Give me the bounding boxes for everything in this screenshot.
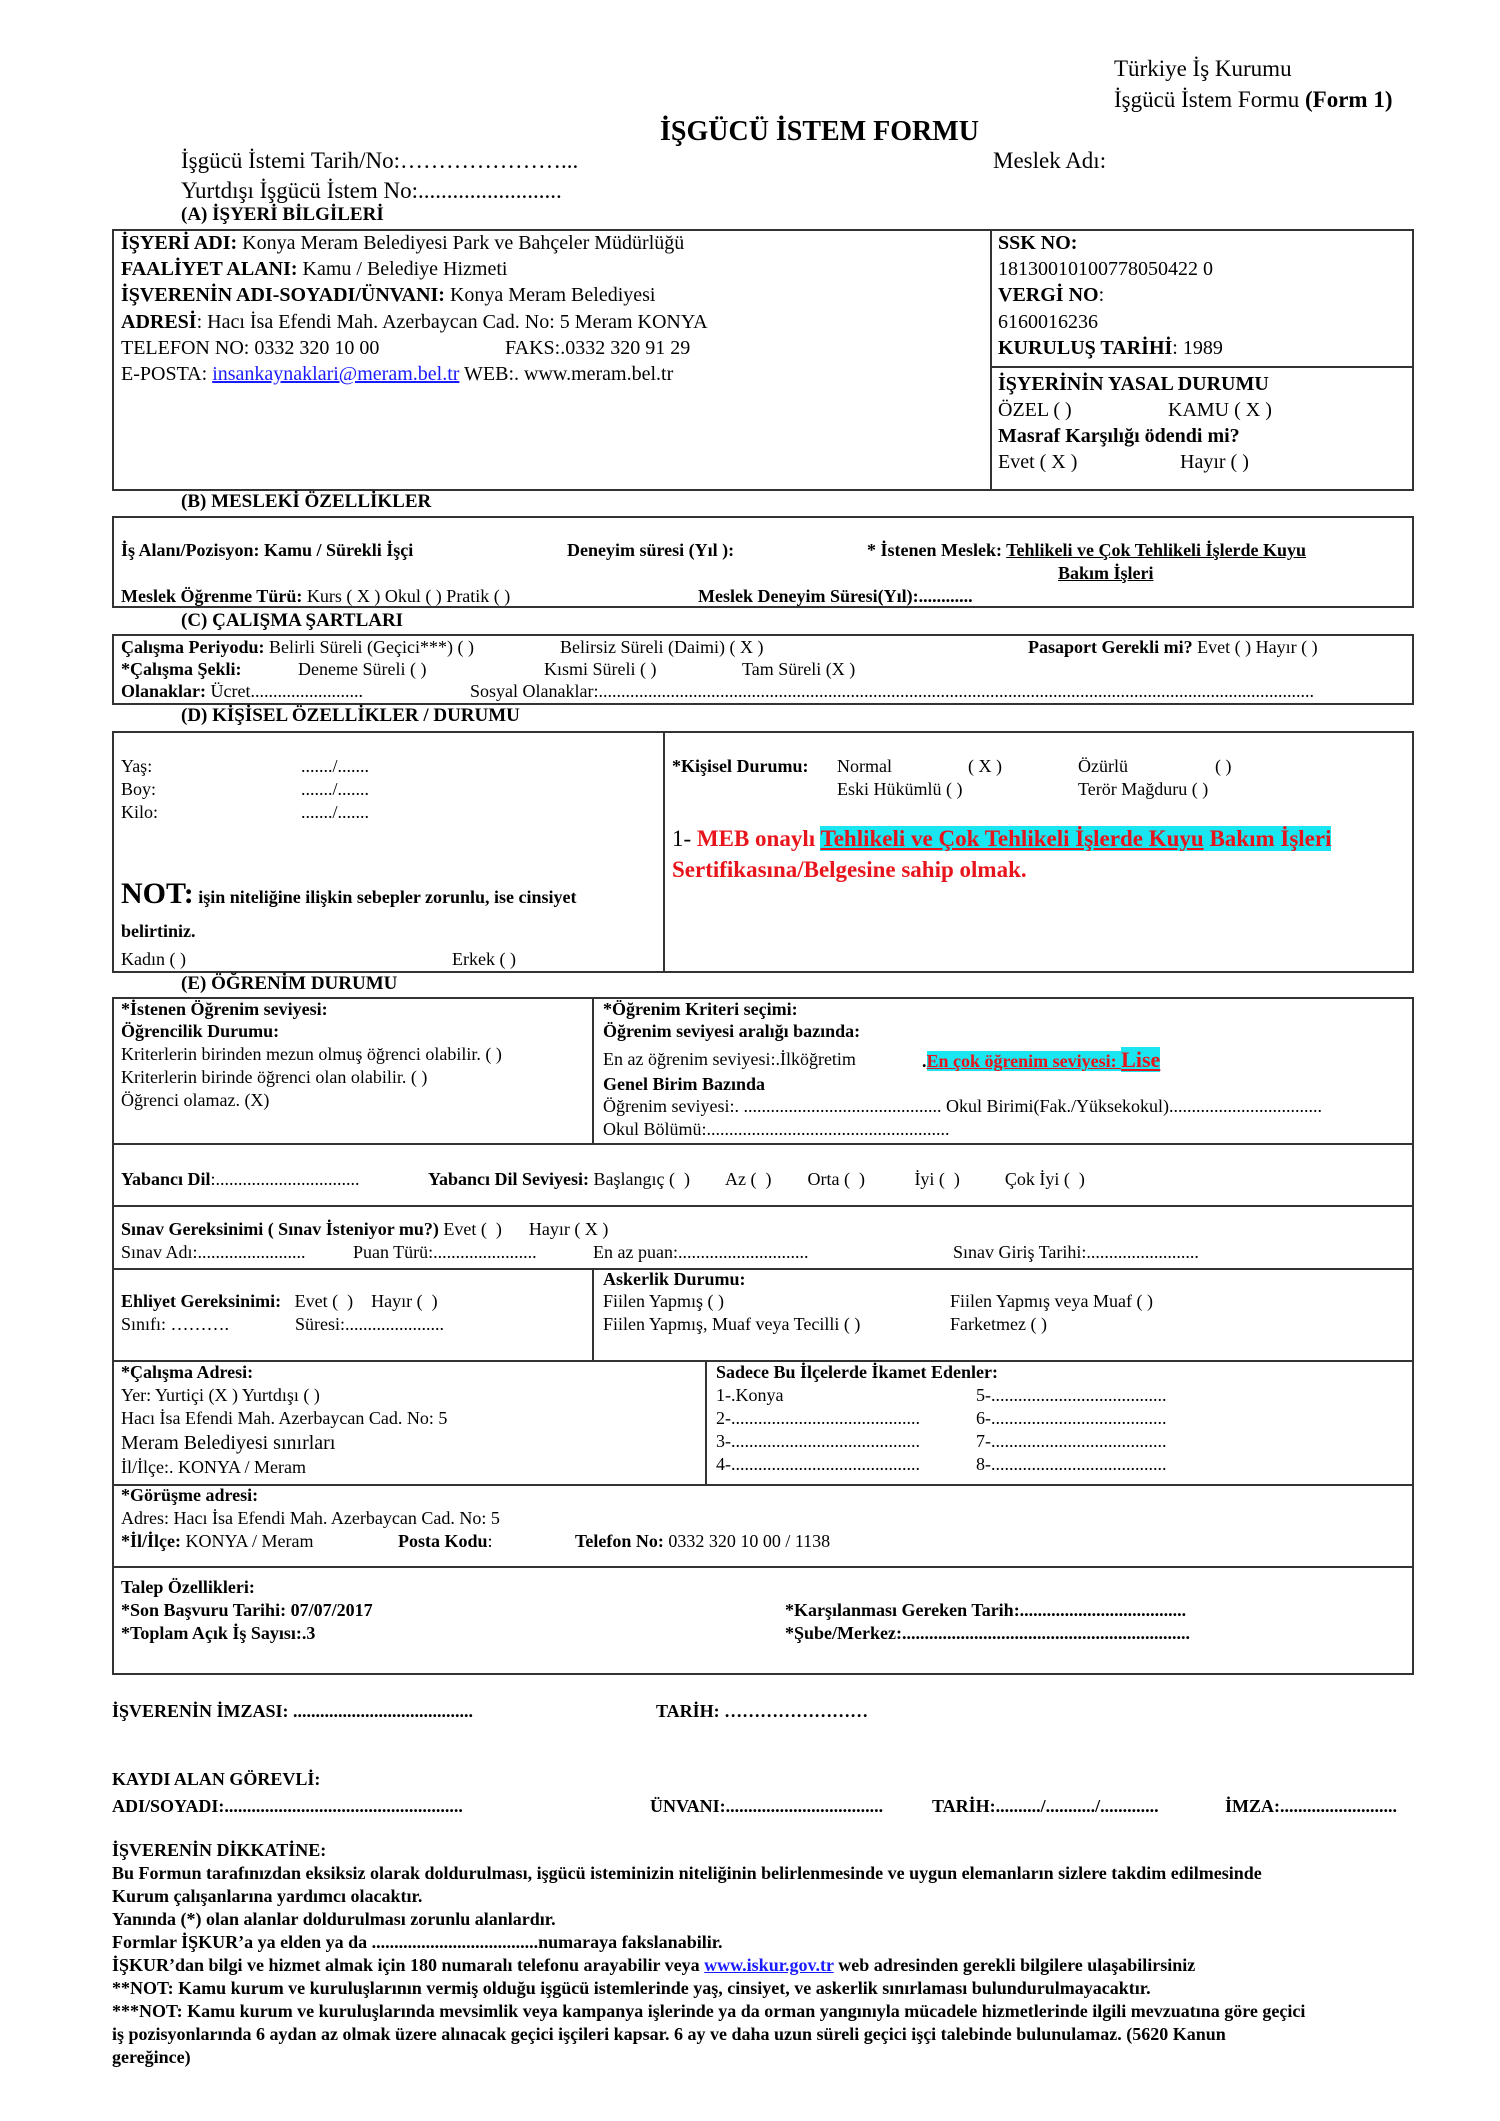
puan-turu-field[interactable]: Puan Türü:....................... [353, 1242, 537, 1262]
req-a: MEB onaylı [696, 826, 821, 851]
label: E-POSTA: [121, 363, 213, 385]
okul-bolumu-field[interactable]: Okul Bölümü:...................................................... [603, 1119, 950, 1139]
label: VERGİ NO [998, 284, 1099, 306]
label: En çok öğrenim seviyesi: [926, 1051, 1122, 1071]
options: Başlangıç ( ) Az ( ) Orta ( ) İyi ( ) Çok İyi ( ) [589, 1169, 1085, 1189]
calisma-sekli-label: *Çalışma Şekli: [121, 659, 242, 679]
istenen-meslek-cont: Bakım İşleri [1058, 563, 1154, 583]
sube-merkez[interactable]: *Şube/Merkez:................................................................ [785, 1623, 1190, 1643]
requirement-line [672, 826, 1331, 851]
adres [121, 311, 708, 333]
deneyim-suresi: Deneyim süresi (Yıl ): [567, 540, 735, 560]
faaliyet-alani [121, 258, 507, 280]
value: Konya Meram Belediyesi [444, 284, 656, 306]
label: İŞYERİ ADI: [121, 232, 238, 254]
sinav-giris-field[interactable]: Sınav Giriş Tarihi:......................... [953, 1242, 1199, 1262]
note-8: iş pozisyonlarında 6 aydan az olmak üzere alınacak geçici işçileri kapsar. 6 ay ve daha uzun süreli geçici işçi talebinde bulunulamaz. (5620 Kanun [112, 2024, 1226, 2044]
value[interactable]: Kurs ( X ) Okul ( ) Pratik ( ) [302, 586, 511, 606]
eski-hukumlu-option[interactable]: Eski Hükümlü ( ) [837, 779, 963, 799]
yas-field[interactable]: ......./....... [301, 756, 370, 776]
ogrencilik-label: Öğrencilik Durumu: [121, 1021, 280, 1041]
label: Sınav Gereksinimi ( Sınav İsteniyor mu?) [121, 1219, 439, 1239]
req-c: Bakım İşleri [1203, 826, 1332, 851]
divider [705, 1360, 707, 1484]
imza-tarih[interactable]: TARİH: …………………… [656, 1701, 869, 1721]
note-6: **NOT: Kamu kurum ve kuruluşlarının vermiş olduğu işgücü istemlerinde yaş, cinsiyet, ve askerlik sınırlaması bulundurulmayacaktır. [112, 1978, 1151, 1998]
requirement-line-2: Sertifikasına/Belgesine sahip olmak. [672, 857, 1027, 882]
ssk-label: SSK NO: [998, 232, 1078, 254]
section-e-label: (E) ÖĞRENİM DURUMU [181, 973, 398, 994]
tarih-no-field[interactable]: İşgücü İstemi Tarih/No:…………………... [181, 148, 579, 173]
note-7: ***NOT: Kamu kurum ve kuruluşlarında mevsimlik veya kampanya işlerinde ya da orman yangınıyla mücadele hizmetlerinde ilgili mevzuatına göre geçici [112, 2001, 1306, 2021]
value: Konya Meram Belediyesi Park ve Bahçeler Müdürlüğü [237, 232, 685, 254]
suresi-field[interactable]: Süresi:...................... [295, 1314, 445, 1334]
telefon-no [575, 1532, 830, 1552]
ogrenme-turu [121, 587, 510, 607]
divider [112, 1268, 1414, 1270]
notes-title: İŞVERENİN DİKKATİNE: [112, 1840, 327, 1860]
value: 0332 320 10 00 / 1138 [663, 1531, 831, 1551]
email-link[interactable]: insankaynaklari@meram.bel.tr [212, 363, 460, 385]
option-belirsiz[interactable]: Belirsiz Süreli (Daimi) ( X ) [560, 637, 764, 657]
value: KONYA / Meram [181, 1531, 314, 1551]
gorevli-adi[interactable]: ADI/SOYADI:..................................................... [112, 1796, 463, 1816]
label: *İl/İlçe: [121, 1531, 181, 1551]
iskur-link[interactable]: www.iskur.gov.tr [704, 1955, 834, 1975]
divider [112, 1484, 1414, 1486]
section-d-label: (D) KİŞİSEL ÖZELLİKLER / DURUMU [181, 705, 520, 726]
value: : 1989 [1172, 337, 1223, 359]
divider [592, 1268, 594, 1360]
req-b: Tehlikeli ve Çok Tehlikeli İşlerde Kuyu [820, 826, 1204, 851]
page-title: İŞGÜCÜ İSTEM FORMU [660, 116, 979, 147]
label: FAALİYET ALANI: [121, 258, 298, 280]
value[interactable]: Evet ( ) Hayır ( ) [1192, 637, 1318, 657]
yabanci-dil[interactable] [121, 1170, 360, 1190]
adres-line-2: Meram Belediyesi sınırları [121, 1432, 336, 1454]
option-belirli[interactable]: Belirli Süreli (Geçici***) ( ) [264, 637, 474, 657]
form-name [1114, 87, 1393, 112]
label: İŞVERENİN ADI-SOYADI/ÜNVANI: [121, 284, 445, 306]
aralik-label: Öğrenim seviyesi aralığı bazında: [603, 1021, 861, 1041]
ilce-4[interactable]: 4-.......................................... [716, 1454, 920, 1474]
ilce-7[interactable]: 7-....................................... [976, 1431, 1167, 1451]
calisma-adresi-label: *Çalışma Adresi: [121, 1362, 254, 1382]
adres-line-1: Hacı İsa Efendi Mah. Azerbaycan Cad. No: 5 [121, 1408, 448, 1428]
label: ADRESİ [121, 311, 197, 333]
sosyal-olanaklar[interactable]: Sosyal Olanaklar:............................................................................................................................................................... [470, 682, 1314, 701]
note-5 [112, 1956, 1195, 1976]
ilce-8[interactable]: 8-....................................... [976, 1454, 1167, 1474]
teror-magduru-option[interactable]: Terör Mağduru ( ) [1078, 779, 1209, 799]
ucret[interactable]: Ücret......................... [206, 681, 363, 701]
askerlik-option-4[interactable]: Farketmez ( ) [950, 1314, 1047, 1334]
normal-label: Normal [837, 756, 892, 776]
label: Posta Kodu [398, 1531, 488, 1551]
yas-label: Yaş: [121, 756, 153, 776]
section-c-label: (C) ÇALIŞMA ŞARTLARI [181, 610, 404, 631]
ilce-6[interactable]: 6-....................................... [976, 1408, 1167, 1428]
toplam-acik-is: *Toplam Açık İş Sayısı:.3 [121, 1623, 316, 1643]
askerlik-option-2[interactable]: Fiilen Yapmış veya Muaf ( ) [950, 1291, 1153, 1311]
ogrenci-option-1[interactable]: Kriterlerin birinden mezun olmuş öğrenci olabilir. ( ) [121, 1044, 502, 1064]
kisisel-durum-label: *Kişisel Durumu: [672, 756, 809, 776]
en-az-seviye[interactable]: En az öğrenim seviyesi:.İlköğretim [603, 1049, 856, 1069]
label: NOT: [121, 877, 194, 910]
note-3: Yanında (*) olan alanlar doldurulması zorunlu alanlardır. [112, 1909, 556, 1929]
ilce-label: Sadece Bu İlçelerde İkamet Edenler: [716, 1362, 998, 1382]
note-1: Bu Formun tarafınızdan eksiksiz olarak doldurulması, işgücü isteminizin niteliğinin belirlenmesinde ve uygun elemanların sizlere takdim edilmesinde [112, 1863, 1262, 1883]
yurtdisi-no-field[interactable]: Yurtdışı İşgücü İstem No:......................... [181, 178, 562, 203]
divider [990, 229, 992, 491]
value: Kamu / Belediye Hizmeti [297, 258, 508, 280]
ozurlu-option[interactable]: ( ) [1215, 756, 1232, 776]
ehliyet[interactable] [121, 1292, 438, 1312]
label: Olanaklar: [121, 681, 207, 701]
boy-field[interactable]: ......./....... [301, 779, 370, 799]
section-b-label: (B) MESLEKİ ÖZELLİKLER [181, 491, 432, 512]
label: Çalışma Periyodu: [121, 637, 265, 657]
istenen-meslek [867, 541, 1306, 561]
option-kismi[interactable]: Kısmi Süreli ( ) [544, 659, 657, 679]
note-4: Formlar İŞKUR’a ya elden ya da .....................................numaraya fakslanabilir. [112, 1932, 723, 1952]
genel-birim-label: Genel Birim Bazında [603, 1074, 765, 1094]
sinav-gereksinimi[interactable] [121, 1220, 608, 1240]
divider [990, 366, 1414, 368]
gorevli-tarih[interactable]: TARİH:........../.........../............. [932, 1796, 1159, 1816]
kaydi-alan-label: KAYDI ALAN GÖREVLİ: [112, 1769, 321, 1789]
options: Evet ( ) Hayır ( X ) [438, 1219, 609, 1239]
ogrenim-seviyesi-field[interactable]: Öğrenim seviyesi:. ............................................ Okul Birimi(Fak./Yüksekokul).................................. [603, 1097, 1322, 1116]
label: Meslek Öğrenme Türü: [121, 586, 303, 606]
section-a-label: (A) İŞYERİ BİLGİLERİ [181, 204, 384, 225]
label: Yabancı Dil Seviyesi: [428, 1169, 590, 1189]
eposta-web [121, 363, 673, 385]
kadin-option[interactable]: Kadın ( ) [121, 949, 186, 969]
ozel-option[interactable]: ÖZEL ( ) [998, 399, 1072, 421]
option-deneme[interactable]: Deneme Süreli ( ) [298, 659, 427, 679]
option-tam[interactable]: Tam Süreli (X ) [742, 659, 856, 679]
vergi-value: 6160016236 [998, 311, 1098, 333]
label: İş Alanı/Pozisyon [121, 540, 254, 560]
karsilanma-tarihi[interactable]: *Karşılanması Gereken Tarih:..................................... [785, 1600, 1187, 1620]
label: Telefon No: [575, 1531, 664, 1551]
web: WEB:. www.meram.bel.tr [459, 363, 674, 385]
olanaklar [121, 682, 363, 702]
isyeri-adi [121, 232, 684, 254]
gorevli-imza[interactable]: İMZA:.......................... [1225, 1796, 1397, 1816]
gorusme-il [121, 1532, 314, 1552]
divider [663, 731, 665, 973]
gorevli-unvan[interactable]: ÜNVANI:................................... [650, 1796, 884, 1816]
colon: : [1098, 284, 1105, 306]
num: 1- [672, 826, 697, 851]
son-basvuru: *Son Başvuru Tarihi: 07/07/2017 [121, 1600, 373, 1620]
yasal-durum-label: İŞYERİNİN YASAL DURUMU [998, 373, 1269, 395]
il-ilce: İl/İlçe:. KONYA / Meram [121, 1457, 306, 1477]
isveren-imza[interactable]: İŞVERENİN İMZASI: ........................................ [112, 1701, 474, 1721]
value: Lise [1121, 1047, 1161, 1072]
org-name: Türkiye İş Kurumu [1114, 56, 1292, 81]
kilo-field[interactable]: ......./....... [301, 802, 370, 822]
talep-label: Talep Özellikleri: [121, 1577, 255, 1597]
divider [112, 1205, 1414, 1207]
label: * İstenen Meslek: [867, 540, 1007, 560]
sinifi-field[interactable]: Sınıfı: ………. [121, 1314, 230, 1334]
divider [112, 1143, 1414, 1145]
note-9: gereğince) [112, 2047, 191, 2067]
label: KURULUŞ TARİHİ [998, 337, 1173, 359]
ilce-5[interactable]: 5-....................................... [976, 1385, 1167, 1405]
isveren-adi [121, 284, 655, 306]
ilce-1[interactable]: 1-.Konya [716, 1385, 784, 1405]
value: Tehlikeli ve Çok Tehlikeli İşlerde Kuyu [1006, 540, 1307, 560]
en-az-puan-field[interactable]: En az puan:............................. [593, 1242, 809, 1262]
kriter-label: *Öğrenim Kriteri seçimi: [603, 999, 798, 1019]
note-2: Kurum çalışanlarına yardımcı olacaktır. [112, 1886, 423, 1906]
is-alani [121, 541, 413, 561]
sinav-adi-field[interactable]: Sınav Adı:........................ [121, 1242, 306, 1262]
form-code: (Form 1) [1305, 87, 1393, 112]
divider [112, 1566, 1414, 1568]
meslek-deneyim-suresi: Meslek Deneyim Süresi(Yıl):............ [698, 586, 973, 606]
ssk-value: 18130010100778050422 0 [998, 258, 1213, 280]
value: işin niteliğine ilişkin sebepler zorunlu, ise cinsiyet [193, 887, 577, 907]
masraf-evet[interactable]: Evet ( X ) [998, 451, 1078, 473]
masraf-hayir[interactable]: Hayır ( ) [1180, 451, 1249, 473]
value: : Kamu / Sürekli İşçi [253, 540, 414, 560]
masraf-label: Masraf Karşılığı ödendi mi? [998, 425, 1240, 447]
askerlik-label: Askerlik Durumu: [603, 1269, 746, 1289]
ilce-3[interactable]: 3-.......................................... [716, 1431, 920, 1451]
value: :................................ [210, 1169, 360, 1189]
text: İŞKUR’dan bilgi ve hizmet almak için 180 numaralı telefonu arayabilir veya [112, 1955, 705, 1975]
en-cok-seviye[interactable] [922, 1048, 1160, 1072]
text: web adresinden gerekli bilgilere ulaşabilirsiniz [833, 1955, 1196, 1975]
yer-options[interactable]: Yer: Yurtiçi (X ) Yurtdışı ( ) [121, 1385, 320, 1405]
yabanci-dil-seviyesi[interactable] [428, 1170, 1085, 1190]
form-name-text: İşgücü İstem Formu [1114, 87, 1306, 112]
normal-option[interactable]: ( X ) [968, 756, 1002, 776]
gorusme-label: *Görüşme adresi: [121, 1485, 259, 1505]
not-cinsiyet-cont: belirtiniz. [121, 921, 196, 941]
ilce-2[interactable]: 2-.......................................... [716, 1408, 920, 1428]
dot: . [922, 1051, 927, 1071]
kamu-option[interactable]: KAMU ( X ) [1168, 399, 1272, 421]
vergi-label [998, 284, 1104, 306]
options: Evet ( ) Hayır ( ) [281, 1291, 438, 1311]
kurulus [998, 337, 1223, 359]
posta-kodu[interactable] [398, 1532, 493, 1552]
pasaport [1028, 638, 1318, 658]
ozurlu-label: Özürlü [1078, 756, 1128, 776]
ogrenci-option-2[interactable]: Kriterlerin birinde öğrenci olan olabilir. ( ) [121, 1067, 428, 1087]
calisma-periyodu [121, 638, 474, 658]
ogrenci-option-3[interactable]: Öğrenci olamaz. (X) [121, 1090, 270, 1110]
erkek-option[interactable]: Erkek ( ) [452, 949, 516, 969]
divider [592, 997, 594, 1143]
value: : [487, 1531, 493, 1551]
askerlik-option-1[interactable]: Fiilen Yapmış ( ) [603, 1291, 725, 1311]
meslek-adi-field[interactable]: Meslek Adı: [993, 148, 1107, 173]
kilo-label: Kilo: [121, 802, 159, 822]
label: Pasaport Gerekli mi? [1028, 637, 1193, 657]
label: Yabancı Dil [121, 1169, 211, 1189]
faks: FAKS:.0332 320 91 29 [505, 337, 691, 359]
askerlik-option-3[interactable]: Fiilen Yapmış, Muaf veya Tecilli ( ) [603, 1314, 861, 1334]
label: Ehliyet Gereksinimi: [121, 1291, 282, 1311]
value: : Hacı İsa Efendi Mah. Azerbaycan Cad. No: 5 Meram KONYA [196, 311, 708, 333]
istenen-ogrenim-label: *İstenen Öğrenim seviyesi: [121, 999, 328, 1019]
telefon: TELEFON NO: 0332 320 10 00 [121, 337, 380, 359]
not-cinsiyet [121, 877, 576, 910]
boy-label: Boy: [121, 779, 157, 799]
gorusme-adres: Adres: Hacı İsa Efendi Mah. Azerbaycan Cad. No: 5 [121, 1508, 500, 1528]
